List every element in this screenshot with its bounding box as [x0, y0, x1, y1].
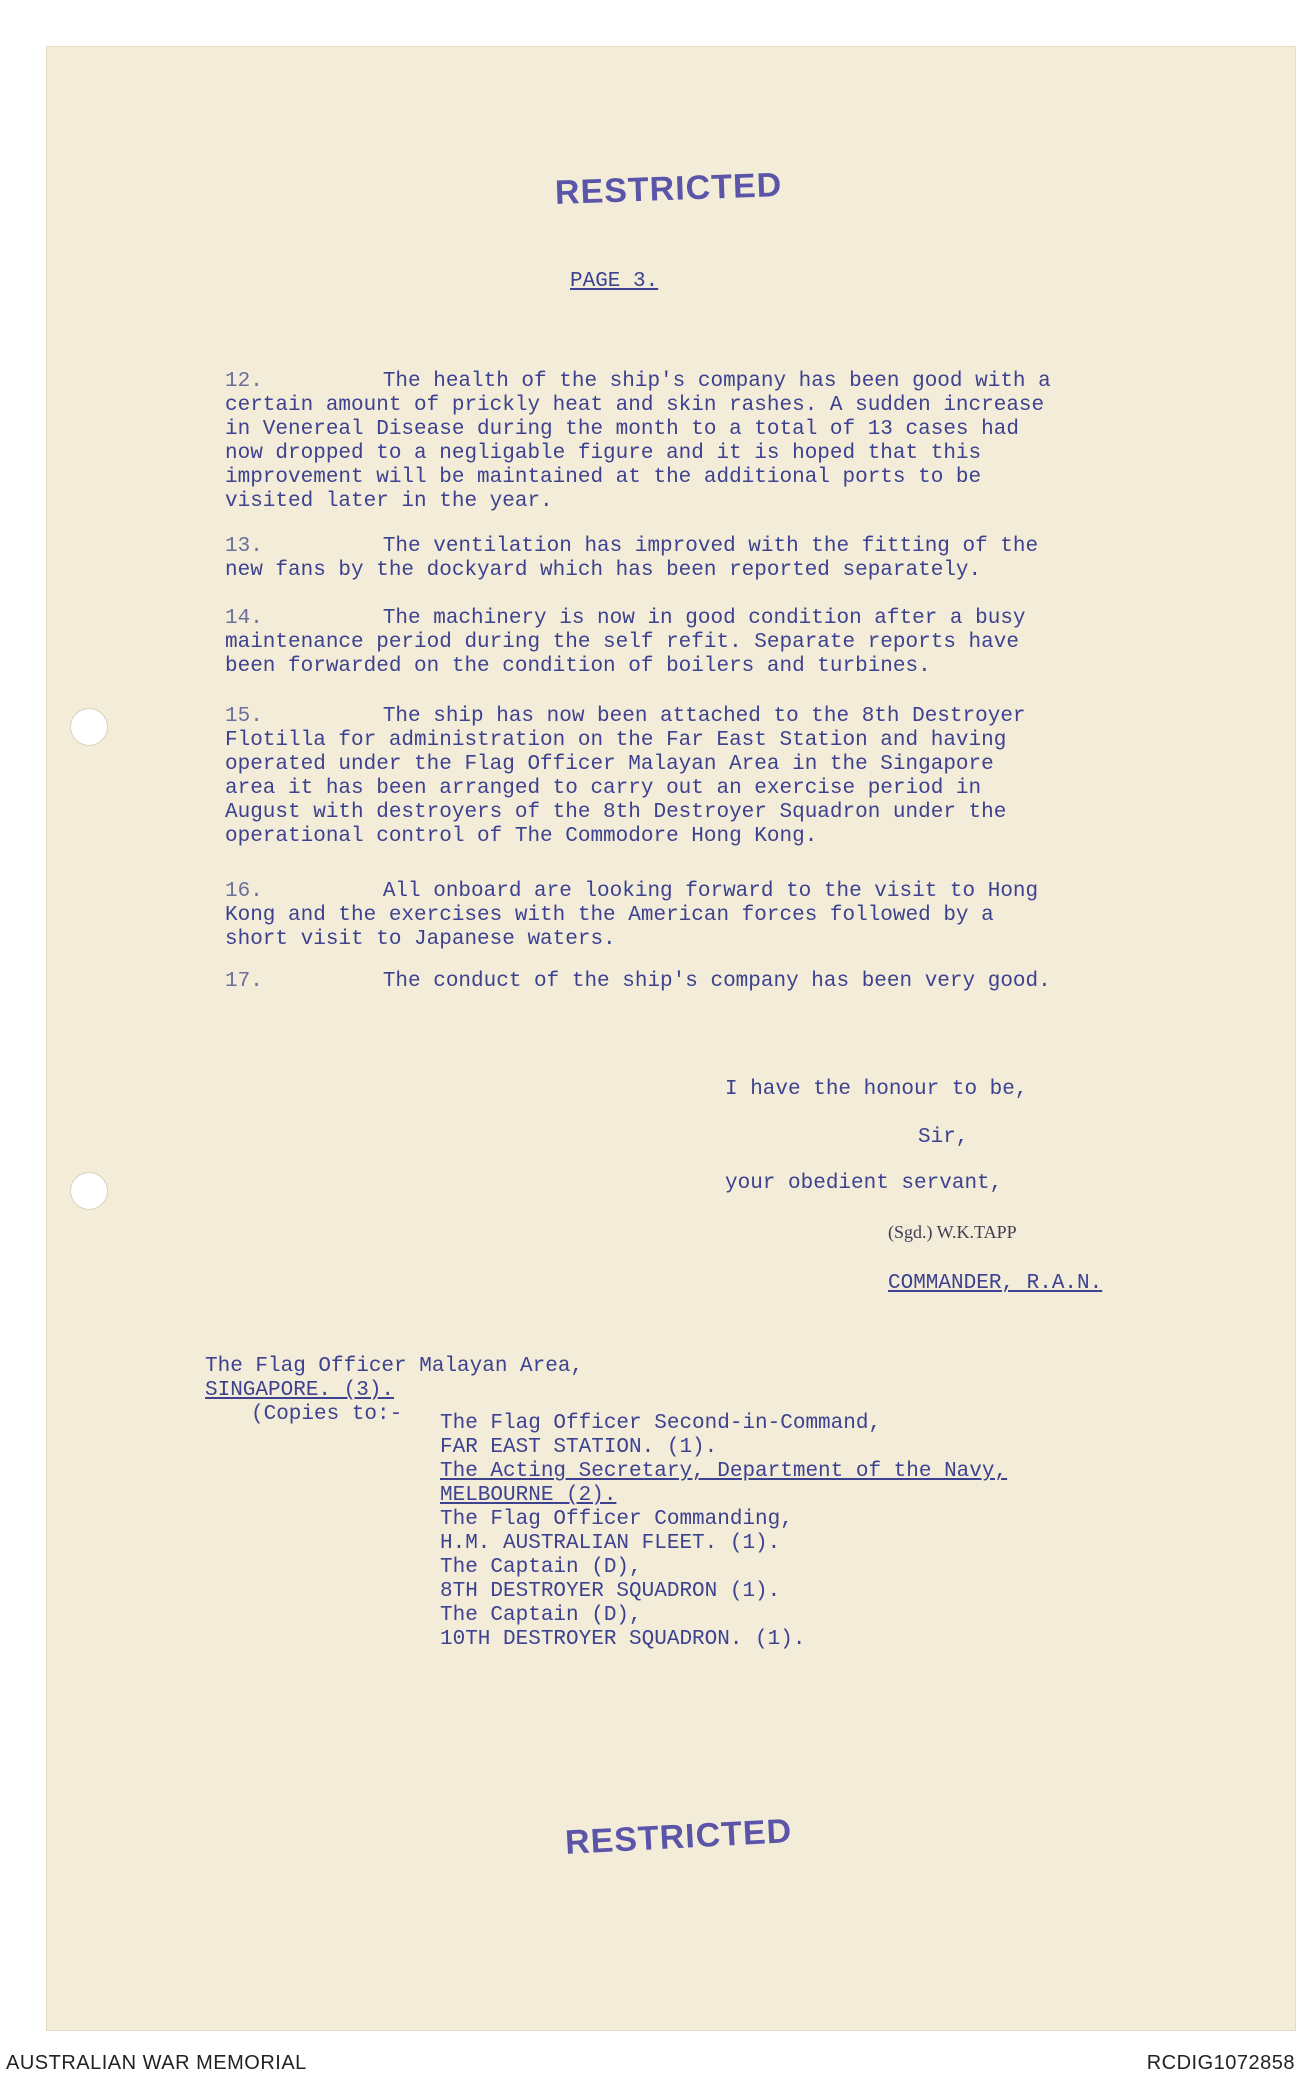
paragraph-line: [225, 705, 1185, 729]
paragraph-line: new fans by the dockyard which has been reported separately.: [225, 559, 982, 582]
paragraph-number: 17.: [225, 970, 263, 993]
punch-hole: [70, 1172, 108, 1210]
paragraph: [225, 970, 1185, 994]
paragraph-line: now dropped to a negligable figure and it is hoped that this: [225, 442, 982, 465]
paragraph-line: operational control of The Commodore Hong Kong.: [225, 825, 818, 848]
rank: COMMANDER, R.A.N.: [888, 1272, 1103, 1295]
paragraph-line: short visit to Japanese waters.: [225, 928, 616, 951]
paragraph-line: [225, 370, 1185, 394]
paragraph-line: in Venereal Disease during the month to a total of 13 cases had: [225, 418, 1019, 441]
copies-item: 8TH DESTROYER SQUADRON (1).: [440, 1580, 781, 1603]
paragraph-line: area it has been arranged to carry out an exercise period in: [225, 777, 982, 800]
copies-item: The Acting Secretary, Department of the Navy,: [440, 1460, 1008, 1483]
copies-item: MELBOURNE (2).: [440, 1484, 617, 1507]
copies-list: [440, 1412, 1007, 1652]
paragraph-line: Kong and the exercises with the American forces followed by a: [225, 904, 994, 927]
copies-item: The Captain (D),: [440, 1556, 642, 1579]
copies-item: The Flag Officer Second-in-Command,: [440, 1412, 882, 1435]
paragraph: [225, 880, 1185, 952]
copies-item: The Captain (D),: [440, 1604, 642, 1627]
copies-prefix: (Copies to:-: [251, 1403, 403, 1426]
paragraph-text: The conduct of the ship's company has been very good.: [382, 970, 1051, 993]
paragraph: [225, 607, 1185, 679]
restricted-stamp-bottom: RESTRICTED: [564, 1812, 794, 1862]
paragraph-number: 15.: [225, 705, 263, 728]
paragraph-line: Flotilla for administration on the Far East Station and having: [225, 729, 1007, 752]
paragraph-text: The ship has now been attached to the 8th Destroyer: [382, 705, 1026, 728]
closing-line-2: Sir,: [918, 1126, 969, 1149]
punch-hole: [70, 708, 108, 746]
paragraph-line: [225, 607, 1185, 631]
paragraph-number: 14.: [225, 607, 263, 630]
paragraph: [225, 370, 1185, 514]
paragraph-line: certain amount of prickly heat and skin rashes. A sudden increase: [225, 394, 1045, 417]
restricted-stamp-top: RESTRICTED: [554, 166, 783, 212]
copies-item: 10TH DESTROYER SQUADRON. (1).: [440, 1628, 806, 1651]
footer-right: RCDIG1072858: [1146, 2052, 1295, 2074]
signature: (Sgd.) W.K.TAPP: [888, 1222, 1017, 1242]
paragraph-line: [225, 535, 1185, 559]
paragraph-line: August with destroyers of the 8th Destroyer Squadron under the: [225, 801, 1007, 824]
paragraph-text: All onboard are looking forward to the visit to Hong: [382, 880, 1039, 903]
document-sheet: [46, 46, 1296, 2031]
page-number: PAGE 3.: [570, 270, 659, 293]
paragraph-line: operated under the Flag Officer Malayan Area in the Singapore: [225, 753, 994, 776]
paragraph-text: The health of the ship's company has been good with a: [382, 370, 1051, 393]
paragraph-line: visited later in the year.: [225, 490, 553, 513]
copies-item: FAR EAST STATION. (1).: [440, 1436, 718, 1459]
paragraph-text: The ventilation has improved with the fitting of the: [382, 535, 1039, 558]
closing-line-1: I have the honour to be,: [725, 1078, 1028, 1101]
paragraph-number: 13.: [225, 535, 263, 558]
paragraph-line: [225, 970, 1185, 994]
closing-line-3: your obedient servant,: [725, 1172, 1003, 1195]
copies-item: H.M. AUSTRALIAN FLEET. (1).: [440, 1532, 781, 1555]
paragraph: [225, 535, 1185, 583]
paragraph-number: 12.: [225, 370, 263, 393]
paragraph-text: The machinery is now in good condition after a busy: [382, 607, 1026, 630]
paragraph-line: [225, 880, 1185, 904]
address-line-1: The Flag Officer Malayan Area,: [205, 1355, 584, 1378]
copies-item: The Flag Officer Commanding,: [440, 1508, 793, 1531]
paragraph-line: maintenance period during the self refit. Separate reports have: [225, 631, 1019, 654]
paragraph-number: 16.: [225, 880, 263, 903]
address-line-2: SINGAPORE. (3).: [205, 1379, 395, 1402]
footer-left: AUSTRALIAN WAR MEMORIAL: [6, 2052, 307, 2074]
paragraph-line: been forwarded on the condition of boilers and turbines.: [225, 655, 931, 678]
paragraph: [225, 705, 1185, 849]
paragraph-line: improvement will be maintained at the additional ports to be: [225, 466, 982, 489]
